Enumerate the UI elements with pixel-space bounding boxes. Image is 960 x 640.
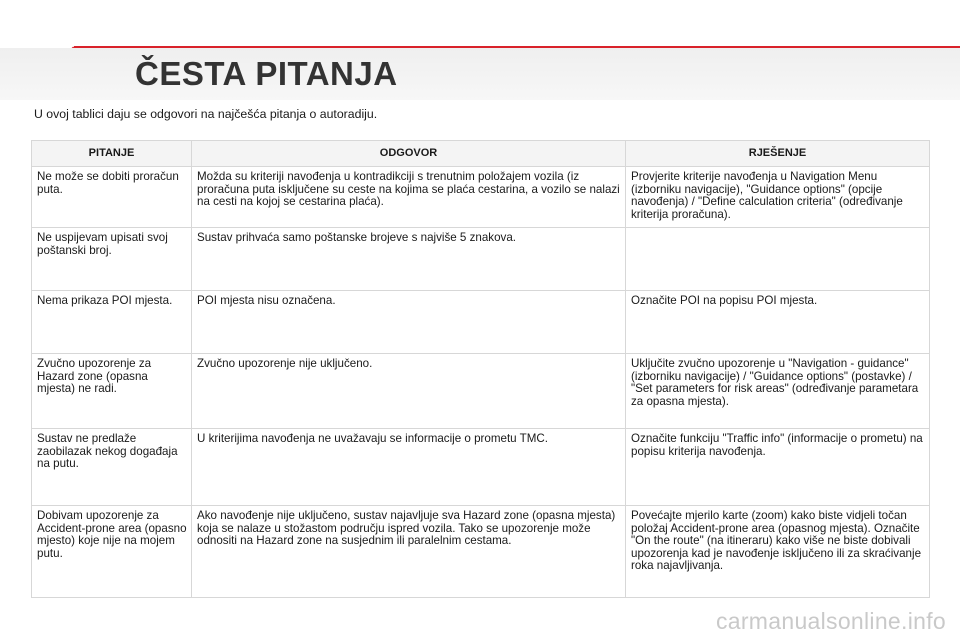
column-header-solution: RJEŠENJE [626, 141, 930, 167]
question-cell: Sustav ne predlaže zaobilazak nekog događaja na putu. [32, 429, 192, 506]
solution-cell: Označite funkciju "Traffic info" (informacije o prometu) na popisu kriterija navođenja. [626, 429, 930, 506]
table-row [32, 429, 930, 506]
solution-cell: Povećajte mjerilo karte (zoom) kako biste vidjeli točan položaj Accident-prone area (opasnog mjesta). Označite "On the route" (na itineraru) kako više ne biste dobivali upozorenja kad je navođenje isključeno ili za skraćivanje roka najavljivanja. [626, 506, 930, 598]
question-cell: Ne može se dobiti proračun puta. [32, 167, 192, 228]
table-row [32, 354, 930, 429]
faq-table [31, 140, 930, 598]
answer-cell: U kriterijima navođenja ne uvažavaju se informacije o prometu TMC. [192, 429, 626, 506]
answer-cell: POI mjesta nisu označena. [192, 291, 626, 354]
watermark-text: carmanualsonline.info [715, 608, 946, 634]
answer-cell: Ako navođenje nije uključeno, sustav najavljuje sva Hazard zone (opasna mjesta) koja se nalaze u stožastom području ispred vozila. Tako se upozorenje može odnositi na Hazard zone na susjednim ili paralelnim cestama. [192, 506, 626, 598]
table-row [32, 291, 930, 354]
question-cell: Zvučno upozorenje za Hazard zone (opasna mjesta) ne radi. [32, 354, 192, 429]
answer-cell: Zvučno upozorenje nije uključeno. [192, 354, 626, 429]
question-cell: Nema prikaza POI mjesta. [32, 291, 192, 354]
page-title: ČESTA PITANJA [135, 55, 398, 92]
question-cell: Dobivam upozorenje za Accident-prone area (opasno mjesto) koje nije na mojem putu. [32, 506, 192, 598]
table-header-row [32, 141, 930, 167]
question-cell: Ne uspijevam upisati svoj poštanski broj. [32, 228, 192, 291]
answer-cell: Sustav prihvaća samo poštanske brojeve s najviše 5 znakova. [192, 228, 626, 291]
intro-text: U ovoj tablici daju se odgovori na najčešća pitanja o autoradiju. [34, 107, 378, 121]
table-row [32, 506, 930, 598]
solution-cell [626, 228, 930, 291]
column-header-question: PITANJE [32, 141, 192, 167]
column-header-answer: ODGOVOR [192, 141, 626, 167]
solution-cell: Uključite zvučno upozorenje u "Navigation - guidance" (izborniku navigacije) / "Guidance options" (postavke) / "Set parameters for risk areas" (određivanje parametara za opasna mjesta). [626, 354, 930, 429]
solution-cell: Provjerite kriterije navođenja u Navigation Menu (izborniku navigacije), "Guidance options" (opcije navođenja) / "Define calculation criteria" (određivanje kriterija proračuna). [626, 167, 930, 228]
table-row [32, 167, 930, 228]
answer-cell: Možda su kriteriji navođenja u kontradikciji s trenutnim položajem vozila (iz proračuna puta isključene su ceste na kojima se plaća cestarina, a vozilo se nalazi na cesti na kojoj se cestarina plaća). [192, 167, 626, 228]
table-row [32, 228, 930, 291]
solution-cell: Označite POI na popisu POI mjesta. [626, 291, 930, 354]
